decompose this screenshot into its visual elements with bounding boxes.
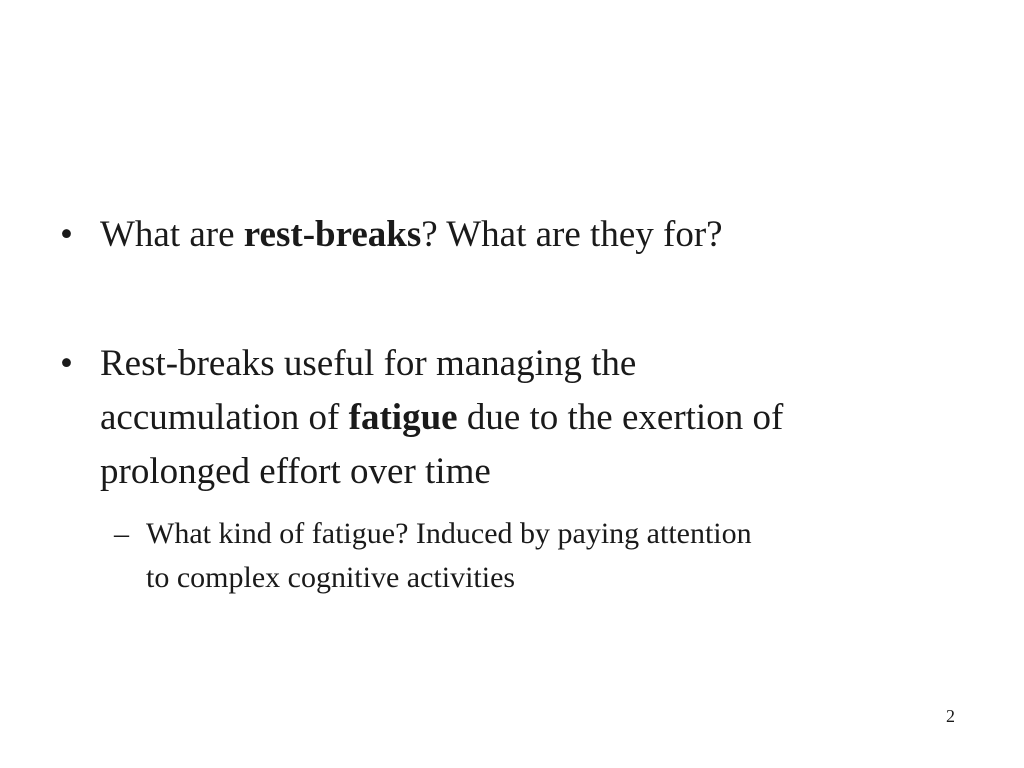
bullet-line-3: prolonged effort over time bbox=[100, 451, 491, 492]
bullet-line-2-after: due to the exertion of bbox=[457, 397, 784, 438]
page-number: 2 bbox=[946, 706, 955, 726]
sub-bullet-line-2: to complex cognitive activities bbox=[146, 561, 516, 594]
bullet-text bbox=[100, 208, 960, 262]
bullet-marker: • bbox=[60, 343, 73, 384]
bullet-line-1: Rest-breaks useful for managing the bbox=[100, 343, 637, 384]
bullet-text bbox=[100, 337, 960, 499]
bullet-line bbox=[100, 208, 960, 262]
bullet-text-bold: rest-breaks bbox=[243, 214, 422, 255]
bullet-text-before: What are bbox=[100, 214, 244, 255]
bullet-line-2-before: accumulation of bbox=[100, 397, 349, 438]
bullet-line-2-bold: fatigue bbox=[348, 397, 458, 438]
bullet-marker: • bbox=[60, 214, 73, 255]
sub-bullet-marker: – bbox=[114, 517, 129, 550]
bullet-text-after: ? What are they for? bbox=[421, 214, 723, 255]
sub-bullet-text bbox=[146, 512, 946, 600]
bullet-line-2 bbox=[100, 391, 960, 445]
sub-bullet-line-1: What kind of fatigue? Induced by paying attention bbox=[146, 517, 752, 550]
